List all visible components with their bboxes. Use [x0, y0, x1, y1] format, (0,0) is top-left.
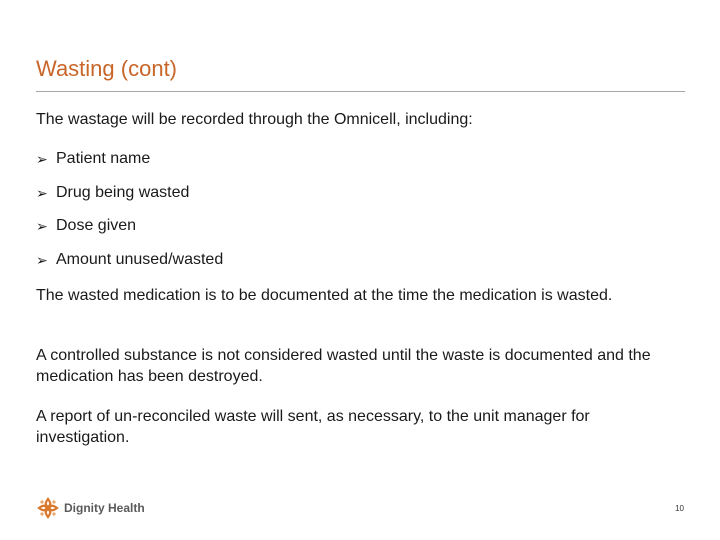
arrowhead-bullet-icon: ➢: [36, 252, 48, 269]
dignity-health-logo-icon: [36, 496, 60, 520]
slide-title: Wasting (cont): [36, 56, 178, 81]
bullet-text: Patient name: [56, 150, 151, 167]
arrowhead-bullet-icon: ➢: [36, 218, 48, 235]
bullet-list: [36, 149, 223, 284]
bullet-text: Dose given: [56, 217, 137, 235]
bullet-item-drug: [36, 183, 223, 217]
arrowhead-bullet-icon: ➢: [36, 184, 48, 201]
bullet-text: Amount unused/wasted: [56, 251, 224, 269]
bullet-item-dose: [36, 216, 223, 250]
logo-text: Dignity Health: [64, 501, 145, 515]
dignity-health-logo: [36, 496, 145, 520]
bullet-item-amount: [36, 250, 223, 284]
paragraph-controlled-substance: A controlled substance is not considered wasted until the waste is documented and the medication has been destroyed.: [36, 347, 651, 385]
paragraph-unreconciled-report: A report of un-reconciled waste will sent, as necessary, to the unit manager for investigation.: [36, 408, 590, 446]
bullet-text: Drug being wasted: [56, 183, 190, 201]
title-divider: [36, 91, 685, 92]
page-number: 10: [675, 504, 684, 513]
arrowhead-bullet-icon: ➢: [36, 151, 48, 167]
intro-text: The wastage will be recorded through the Omnicell, including:: [36, 111, 473, 128]
paragraph-documentation-timing: The wasted medication is to be documented at the time the medication is wasted.: [36, 287, 613, 304]
bullet-item-patient-name: [36, 149, 223, 183]
